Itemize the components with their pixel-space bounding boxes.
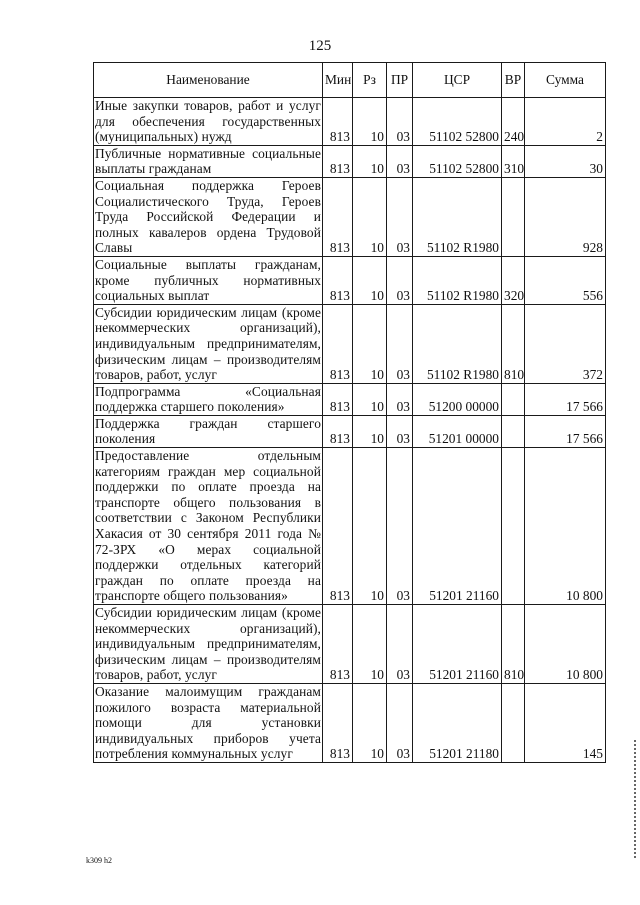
table-row bbox=[94, 304, 606, 383]
row-min: 813 bbox=[323, 683, 353, 762]
row-pr: 03 bbox=[387, 145, 413, 177]
row-pr: 03 bbox=[387, 448, 413, 605]
row-min: 813 bbox=[323, 177, 353, 256]
row-rz: 10 bbox=[353, 448, 387, 605]
header-min: Мин bbox=[323, 63, 353, 98]
header-pr: ПР bbox=[387, 63, 413, 98]
row-csr: 51102 52800 bbox=[413, 145, 502, 177]
margin-scan-mark bbox=[634, 740, 636, 860]
row-rz: 10 bbox=[353, 145, 387, 177]
row-rz: 10 bbox=[353, 98, 387, 146]
row-sum: 17 566 bbox=[525, 383, 606, 415]
row-name: Поддержка граждан старшего поколения bbox=[95, 415, 321, 447]
row-min: 813 bbox=[323, 415, 353, 447]
row-vr: 240 bbox=[502, 98, 525, 146]
row-sum: 10 800 bbox=[525, 605, 606, 684]
row-rz: 10 bbox=[353, 256, 387, 304]
table-row bbox=[94, 256, 606, 304]
budget-table bbox=[93, 62, 606, 763]
row-pr: 03 bbox=[387, 177, 413, 256]
row-csr: 51200 00000 bbox=[413, 383, 502, 415]
header-csr: ЦСР bbox=[413, 63, 502, 98]
row-pr: 03 bbox=[387, 383, 413, 415]
row-vr: 320 bbox=[502, 256, 525, 304]
row-sum: 928 bbox=[525, 177, 606, 256]
table-row bbox=[94, 145, 606, 177]
row-rz: 10 bbox=[353, 605, 387, 684]
row-sum: 10 800 bbox=[525, 448, 606, 605]
row-min: 813 bbox=[323, 98, 353, 146]
row-name: Иные закупки товаров, работ и услуг для обеспечения государственных (муниципальных) нужд bbox=[95, 98, 321, 145]
header-rz: Рз bbox=[353, 63, 387, 98]
header-vr: ВР bbox=[502, 63, 525, 98]
row-pr: 03 bbox=[387, 415, 413, 447]
row-sum: 372 bbox=[525, 304, 606, 383]
row-min: 813 bbox=[323, 383, 353, 415]
row-min: 813 bbox=[323, 448, 353, 605]
row-name: Социальная поддержка Героев Социалистического Труда, Героев Труда Российской Федерации и полных кавалеров ордена Трудовой Славы bbox=[95, 177, 321, 256]
row-name: Субсидии юридическим лицам (кроме некоммерческих организаций), индивидуальным предпринимателям, физическим лицам – производителям товаров, работ, услуг bbox=[95, 304, 321, 383]
row-sum: 145 bbox=[525, 683, 606, 762]
row-pr: 03 bbox=[387, 605, 413, 684]
row-vr: 310 bbox=[502, 145, 525, 177]
table-row bbox=[94, 383, 606, 415]
row-name: Подпрограмма «Социальная поддержка старшего поколения» bbox=[95, 383, 321, 415]
row-name: Социальные выплаты гражданам, кроме публичных нормативных социальных выплат bbox=[95, 256, 321, 304]
row-rz: 10 bbox=[353, 383, 387, 415]
table-header-row bbox=[94, 63, 606, 98]
row-vr bbox=[502, 415, 525, 447]
row-csr: 51201 21160 bbox=[413, 448, 502, 605]
row-sum: 30 bbox=[525, 145, 606, 177]
row-vr bbox=[502, 383, 525, 415]
row-sum: 2 bbox=[525, 98, 606, 146]
header-name: Наименование bbox=[94, 63, 323, 98]
row-csr: 51102 R1980 bbox=[413, 256, 502, 304]
table-row bbox=[94, 448, 606, 605]
row-pr: 03 bbox=[387, 98, 413, 146]
row-csr: 51102 52800 bbox=[413, 98, 502, 146]
row-csr: 51102 R1980 bbox=[413, 177, 502, 256]
row-min: 813 bbox=[323, 605, 353, 684]
row-csr: 51201 21180 bbox=[413, 683, 502, 762]
row-pr: 03 bbox=[387, 304, 413, 383]
row-csr: 51201 21160 bbox=[413, 605, 502, 684]
table-row bbox=[94, 98, 606, 146]
row-csr: 51102 R1980 bbox=[413, 304, 502, 383]
row-min: 813 bbox=[323, 304, 353, 383]
row-vr bbox=[502, 177, 525, 256]
table-row bbox=[94, 177, 606, 256]
row-rz: 10 bbox=[353, 415, 387, 447]
row-vr bbox=[502, 683, 525, 762]
row-name: Оказание малоимущим гражданам пожилого возраста материальной помощи для установки индивидуальных приборов учета потребления коммунальных услуг bbox=[95, 683, 321, 762]
row-min: 813 bbox=[323, 145, 353, 177]
row-pr: 03 bbox=[387, 683, 413, 762]
row-name: Предоставление отдельным категориям граждан мер социальной поддержки по оплате проезда на транспорте общего пользования в соответствии с Законом Республики Хакасия от 30 сентября 2011 года № 72-ЗРХ «О мерах социальной поддержки отдельных категорий граждан по оплате проезда на транспорте общего пользования» bbox=[95, 448, 321, 604]
row-csr: 51201 00000 bbox=[413, 415, 502, 447]
row-vr: 810 bbox=[502, 304, 525, 383]
row-min: 813 bbox=[323, 256, 353, 304]
table-row bbox=[94, 605, 606, 684]
page-number: 125 bbox=[308, 38, 332, 54]
row-sum: 17 566 bbox=[525, 415, 606, 447]
row-vr bbox=[502, 448, 525, 605]
row-name: Субсидии юридическим лицам (кроме некоммерческих организаций), индивидуальным предпринимателям, физическим лицам – производителям товаров, работ, услуг bbox=[95, 605, 321, 683]
row-pr: 03 bbox=[387, 256, 413, 304]
row-rz: 10 bbox=[353, 683, 387, 762]
row-rz: 10 bbox=[353, 304, 387, 383]
footer-code: k309 h2 bbox=[86, 856, 112, 865]
row-vr: 810 bbox=[502, 605, 525, 684]
row-rz: 10 bbox=[353, 177, 387, 256]
row-name: Публичные нормативные социальные выплаты гражданам bbox=[95, 145, 321, 177]
table-row bbox=[94, 415, 606, 447]
row-sum: 556 bbox=[525, 256, 606, 304]
header-sum: Сумма bbox=[525, 63, 606, 98]
table-row bbox=[94, 683, 606, 762]
